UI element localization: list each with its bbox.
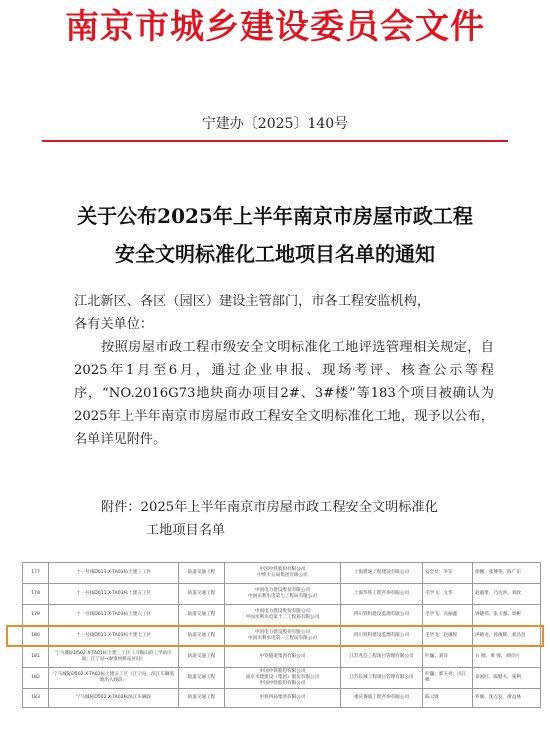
salutation-line-2: 各有关单位： — [74, 317, 154, 332]
cell-builder: 中国中铁股份有限公司 中铁十五局集团有限公司 — [225, 563, 341, 584]
table-row — [23, 563, 541, 584]
attachment-line-2: 工地项目名单 — [146, 523, 226, 538]
cell-manager: 毛学飞：冯丽鑫 — [423, 605, 473, 626]
cell-builder: 中国电力建设股份有限公司 中国水利水电第七工程局有限公司 — [225, 584, 341, 605]
cell-builder: 中国中铁股份有限公司 南京水建建设（集团）股份有限公司 中国中铁股份有限公司 — [225, 668, 341, 689]
cell-project-name: 十一号线D011.X-TA03标土建六工区 — [49, 605, 179, 626]
document-header-title: 南京市城乡建设委员会文件 — [65, 7, 485, 47]
cell-project-type: 轨道交通工程 — [179, 584, 225, 605]
cell-manager: 安全员：李军 — [423, 563, 473, 584]
red-divider-line — [42, 140, 508, 142]
cell-builder: 中国电力建设股份有限公司 中国水利水电第十二工程局有限公司 — [225, 605, 341, 626]
highlighted-row-marker — [6, 625, 544, 647]
cell-number: 179 — [23, 605, 49, 626]
notice-body — [74, 290, 494, 451]
cell-manager: 叶巍；刘洋 — [423, 647, 473, 668]
cell-manager: 叶巍；郭玉亮；冯江峰 — [423, 668, 473, 689]
table-row — [23, 647, 541, 668]
cell-project-name: 宁马城际D502.X-TA01标土建五工区（江宁站、滨江车辆基地出入线段） — [49, 668, 179, 689]
cell-project-type: 轨道交通工程 — [179, 668, 225, 689]
cell-project-name: 宁马城际D502.X-TA02标滨江车辆段 — [49, 689, 179, 708]
cell-number: 183 — [23, 689, 49, 708]
salutation-line-1: 江北新区、各区（园区）建设主管部门，市各工程安监机构， — [74, 294, 431, 309]
cell-manager: 陈云财 — [423, 689, 473, 708]
cell-staff: 方 刚、黄 强、刘同兴 — [473, 647, 541, 668]
attachment-note — [101, 496, 496, 542]
cell-staff: 乔刚、沈万发、俞益林 — [473, 689, 541, 708]
cell-supervisor: 上海建通工程建设有限公司 — [341, 563, 423, 584]
cell-builder: 中铁隧道集团有限公司 — [225, 647, 341, 668]
cell-staff: 洪晓龙、孙俊辉、刘昌昌 — [473, 626, 541, 647]
cell-supervisor: 江苏兆信工程项目管理有限公司 — [341, 647, 423, 668]
cell-number: 182 — [23, 668, 49, 689]
cell-supervisor: 江苏长城工程项目管理有限公司 — [341, 668, 423, 689]
cell-project-type: 轨道交通工程 — [179, 647, 225, 668]
cell-staff: 章国旺、陈健夫、张利 — [473, 668, 541, 689]
table-row — [23, 584, 541, 605]
attachment-line-1: 附件：2025年上半年南京市房屋市政工程安全文明标准化 — [101, 500, 438, 515]
document-number: 宁建办〔2025〕140号 — [201, 116, 349, 132]
cell-project-type: 轨道交通工程 — [179, 563, 225, 584]
table-row — [23, 668, 541, 689]
cell-project-name: 十一号线D011.X-TA03标土建三工区 — [49, 563, 179, 584]
cell-project-name: 十一号线D011.X-TA03标土建七工区 — [49, 626, 179, 647]
cell-manager: 毛学飞：文华 — [423, 584, 473, 605]
cell-manager: 毛学飞：赵谦煌 — [423, 626, 473, 647]
cell-project-name: 宁马城际D502.X-TA01标土建三工区（马鞍山段工学站区间；江宁站~秦淮河桥站区间） — [49, 647, 179, 668]
notice-title — [0, 197, 550, 273]
cell-number: 178 — [23, 584, 49, 605]
table-row — [23, 689, 541, 708]
cell-project-type: 轨道交通工程 — [179, 605, 225, 626]
cell-number: 181 — [23, 647, 49, 668]
cell-project-name: 十一号线D011.X-TA03标土建五工区 — [49, 584, 179, 605]
body-paragraph: 按照房屋市政工程市级安全文明标准化工地评选管理相关规定，自2025年1月至6月，通过企业申报、现场考评、核查公示等程序，“NO.2016G73地块商办项目2#、3#楼”等183个项目被确认为2025年上半年南京市房屋市政工程安全文明标准化工地，现予以公布，名单详见附件。 — [74, 340, 494, 447]
cell-project-type: 轨道交通工程 — [179, 626, 225, 647]
cell-supervisor: 四川铁科建设监理有限公司 — [341, 626, 423, 647]
notice-title-line-1: 关于公布2025年上半年南京市房屋市政工程 — [77, 204, 473, 228]
notice-title-line-2: 安全文明标准化工地项目名单的通知 — [115, 242, 435, 266]
cell-staff: 徐刚、张博英、陈广东 — [473, 563, 541, 584]
cell-number: 180 — [23, 626, 49, 647]
cell-number: 177 — [23, 563, 49, 584]
cell-supervisor: 上海华铁工程咨询有限公司 — [341, 584, 423, 605]
cell-builder: 中国电力建设股份有限公司 中国水利水电第一工程局有限公司 — [225, 626, 341, 647]
cell-builder: 中铁四局集团有限公司 — [225, 689, 341, 708]
cell-supervisor: 重庆赛迪工程咨询有限公司 — [341, 689, 423, 708]
cell-staff: 钟晓伟、张玉强、周彬 — [473, 605, 541, 626]
cell-supervisor: 四川铁科建设监理有限公司 — [341, 605, 423, 626]
table-row — [23, 605, 541, 626]
cell-project-type: 轨道交通工程 — [179, 689, 225, 708]
cell-staff: 赵毅勇、乃达洪、刘政 — [473, 584, 541, 605]
